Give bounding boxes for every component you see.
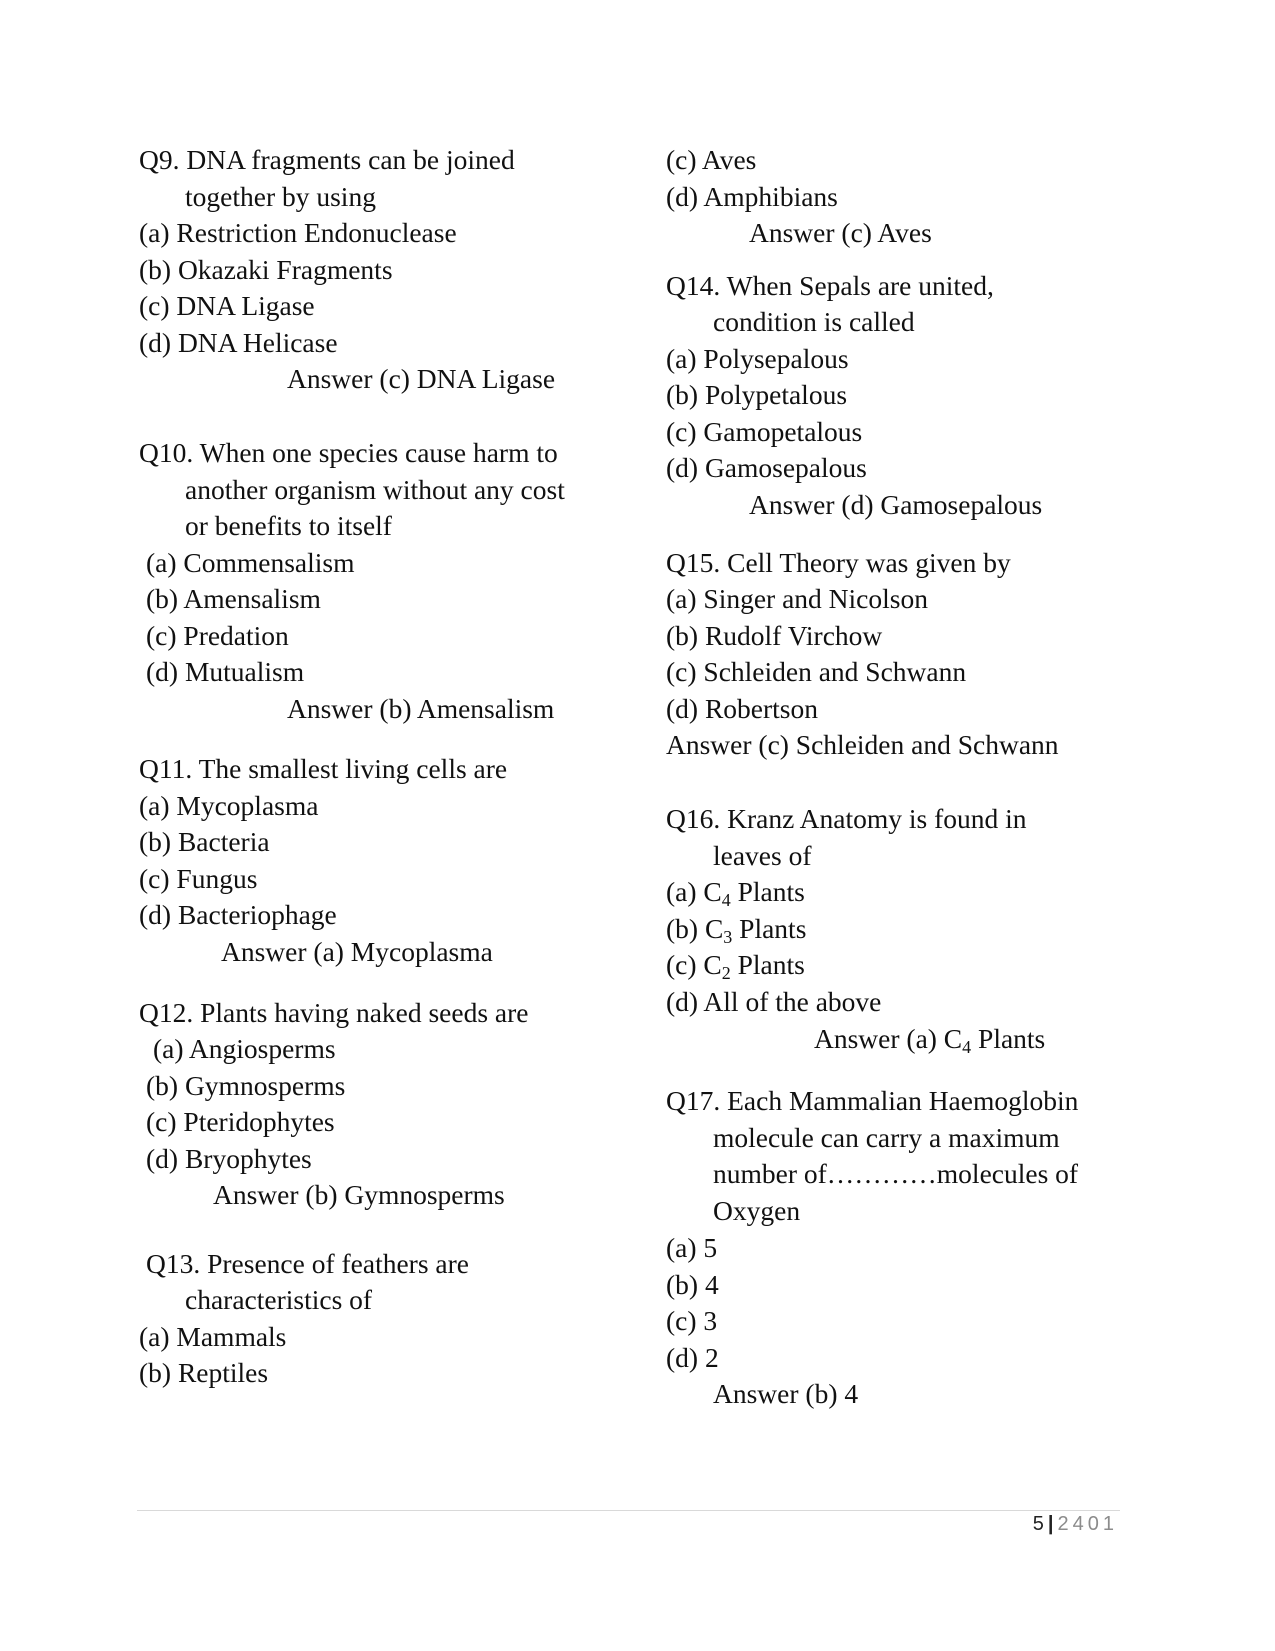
option: (b) Okazaki Fragments — [139, 254, 393, 285]
answer: Answer (d) Gamosepalous — [749, 489, 1043, 520]
question-stem: Q15. Cell Theory was given by — [666, 547, 1011, 578]
option: (c) Predation — [146, 620, 289, 651]
question-stem: Q17. Each Mammalian Haemoglobin — [666, 1085, 1079, 1116]
option: (d) Gamosepalous — [666, 452, 867, 483]
footer-divider — [137, 1510, 1120, 1511]
option: (d) 2 — [666, 1342, 719, 1373]
option: (a) Singer and Nicolson — [666, 583, 928, 614]
question-stem: leaves of — [713, 840, 812, 871]
question-stem: molecule can carry a maximum — [713, 1122, 1060, 1153]
answer: Answer (c) DNA Ligase — [287, 363, 556, 394]
option: (b) $C_3$ Plants — [666, 913, 807, 947]
page-number-value: 5 — [1032, 1513, 1045, 1535]
page-number-separator: | — [1047, 1513, 1055, 1535]
question-stem: Q11. The smallest living cells are — [139, 753, 508, 784]
option: (d) Bryophytes — [146, 1143, 312, 1174]
question-stem: Q10. When one species cause harm to — [139, 437, 558, 468]
option: (d) Amphibians — [666, 181, 838, 212]
question-stem: Q13. Presence of feathers are — [146, 1248, 469, 1279]
question-stem: together by using — [185, 181, 376, 212]
question-stem: characteristics of — [185, 1284, 373, 1315]
option: (d) Robertson — [666, 693, 818, 724]
question-stem: another organism without any cost — [185, 474, 565, 505]
question-stem: Q16. Kranz Anatomy is found in — [666, 803, 1027, 834]
option: (a) 5 — [666, 1232, 718, 1263]
option: (a) Mycoplasma — [139, 790, 319, 821]
question-stem: or benefits to itself — [185, 510, 392, 541]
question-stem: condition is called — [713, 306, 915, 337]
option: (c) Pteridophytes — [146, 1106, 335, 1137]
option: (c) Aves — [666, 144, 757, 175]
question-stem: number of…………molecules of — [713, 1158, 1079, 1189]
option: (c) Fungus — [139, 863, 258, 894]
option: (c) Gamopetalous — [666, 416, 863, 447]
answer: Answer (b) Amensalism — [287, 693, 555, 724]
option: (a) Angiosperms — [153, 1033, 336, 1064]
question-stem: Oxygen — [713, 1195, 801, 1226]
option: (c) $C_2$ Plants — [666, 949, 805, 983]
option: (b) Reptiles — [139, 1357, 269, 1388]
option: (c) 3 — [666, 1305, 718, 1336]
option: (b) Gymnosperms — [146, 1070, 346, 1101]
option: (d) DNA Helicase — [139, 327, 338, 358]
option: (d) Bacteriophage — [139, 899, 337, 930]
option: (b) 4 — [666, 1269, 719, 1300]
option: (d) All of the above — [666, 986, 882, 1017]
option: (b) Amensalism — [146, 583, 321, 614]
page-number — [1033, 1513, 1118, 1536]
option: (a) Restriction Endonuclease — [139, 217, 457, 248]
question-stem: Q12. Plants having naked seeds are — [139, 997, 529, 1028]
option: (c) DNA Ligase — [139, 290, 315, 321]
option: (b) Bacteria — [139, 826, 270, 857]
answer: Answer (c) Aves — [749, 217, 932, 248]
option: (d) Mutualism — [146, 656, 305, 687]
answer: Answer (b) 4 — [713, 1378, 859, 1409]
answer: Answer (a) $C_4$ Plants — [814, 1023, 1046, 1057]
option: (c) Schleiden and Schwann — [666, 656, 967, 687]
answer: Answer (c) Schleiden and Schwann — [666, 729, 1059, 760]
option: (b) Polypetalous — [666, 379, 848, 410]
option: (a) Polysepalous — [666, 343, 849, 374]
option: (b) Rudolf Virchow — [666, 620, 883, 651]
option: (a) $C_4$ Plants — [666, 876, 805, 910]
question-stem: Q9. DNA fragments can be joined — [139, 144, 515, 175]
answer: Answer (a) Mycoplasma — [221, 936, 493, 967]
option: (a) Mammals — [139, 1321, 287, 1352]
question-stem: Q14. When Sepals are united, — [666, 270, 994, 301]
answer: Answer (b) Gymnosperms — [213, 1179, 505, 1210]
option: (a) Commensalism — [146, 547, 355, 578]
document-code: 2401 — [1057, 1513, 1118, 1535]
